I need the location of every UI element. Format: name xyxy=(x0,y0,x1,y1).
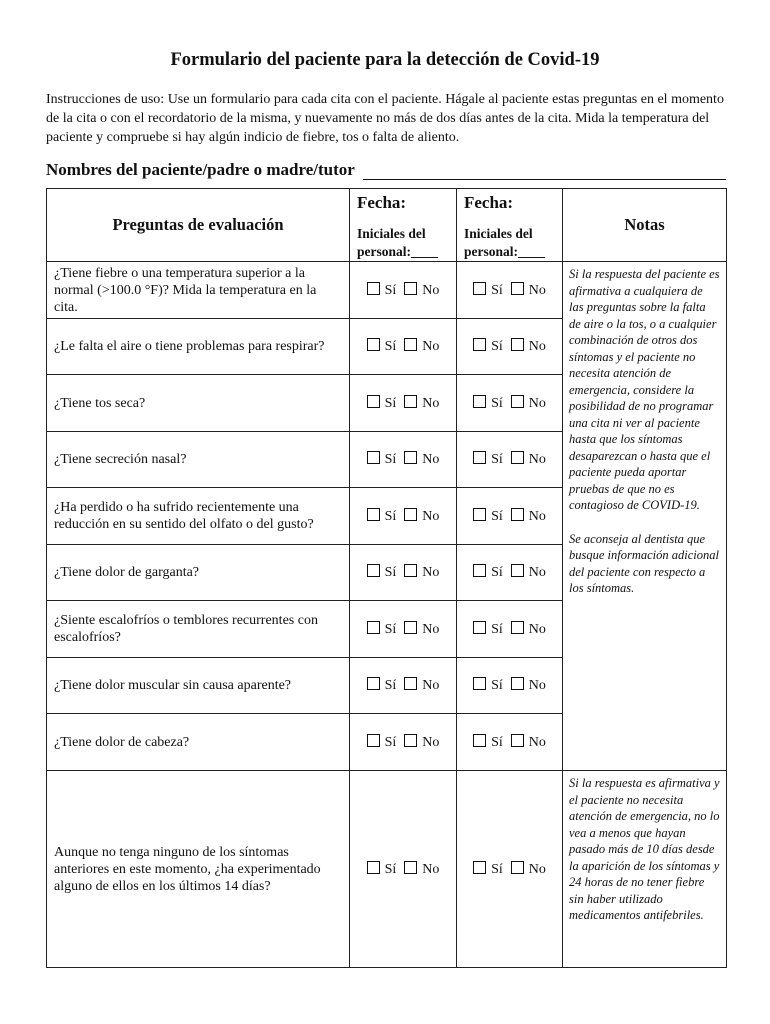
answer-cell-date-1 xyxy=(350,488,457,545)
yes-checkbox[interactable] xyxy=(473,677,486,690)
no-checkbox[interactable] xyxy=(511,677,524,690)
yes-checkbox[interactable] xyxy=(367,861,380,874)
answer-cell-date-2 xyxy=(457,658,563,714)
yes-checkbox[interactable] xyxy=(367,734,380,747)
yes-label: Sí xyxy=(384,452,397,467)
no-checkbox[interactable] xyxy=(511,861,524,874)
question-text: ¿Tiene secreción nasal? xyxy=(47,432,350,488)
header-notes: Notas xyxy=(563,189,727,262)
answer-cell-date-2 xyxy=(457,771,563,968)
yes-checkbox[interactable] xyxy=(367,282,380,295)
table-header-row xyxy=(47,189,727,262)
yes-checkbox[interactable] xyxy=(367,508,380,521)
no-checkbox[interactable] xyxy=(511,282,524,295)
answer-cell-date-1 xyxy=(350,714,457,771)
answer-cell-date-1 xyxy=(350,375,457,432)
no-checkbox[interactable] xyxy=(404,395,417,408)
yes-label: Sí xyxy=(491,508,503,524)
answer-cell-date-2 xyxy=(457,375,563,432)
question-text: ¿Le falta el aire o tiene problemas para respirar? xyxy=(47,319,350,375)
yes-label: Sí xyxy=(384,565,397,580)
table-row xyxy=(47,262,727,319)
no-label: No xyxy=(528,621,546,637)
no-checkbox[interactable] xyxy=(404,861,417,874)
no-checkbox[interactable] xyxy=(404,734,417,747)
yes-checkbox[interactable] xyxy=(473,734,486,747)
yes-label: Sí xyxy=(491,339,503,354)
answer-cell-date-2 xyxy=(457,545,563,601)
answer-cell-date-1 xyxy=(350,432,457,488)
no-checkbox[interactable] xyxy=(511,395,524,408)
answer-cell-date-2 xyxy=(457,319,563,375)
no-label: No xyxy=(422,508,440,524)
no-checkbox[interactable] xyxy=(511,564,524,577)
yes-checkbox[interactable] xyxy=(473,451,486,464)
yes-checkbox[interactable] xyxy=(473,338,486,351)
answer-cell-date-1 xyxy=(350,319,457,375)
no-label: No xyxy=(528,395,546,411)
no-label: No xyxy=(422,452,440,467)
no-label: No xyxy=(422,678,440,693)
no-checkbox[interactable] xyxy=(511,734,524,747)
date-label-1: Fecha: xyxy=(357,193,407,212)
yes-checkbox[interactable] xyxy=(367,338,380,351)
answer-cell-date-2 xyxy=(457,262,563,319)
question-text: ¿Siente escalofríos o temblores recurrentes con escalofríos? xyxy=(47,601,350,658)
yes-checkbox[interactable] xyxy=(367,621,380,634)
yes-label: Sí xyxy=(491,621,503,637)
no-label: No xyxy=(528,861,546,877)
answer-cell-date-1 xyxy=(350,262,457,319)
notes-cell-recent-symptoms xyxy=(563,771,727,968)
patient-name-field xyxy=(46,160,726,180)
yes-checkbox[interactable] xyxy=(367,677,380,690)
yes-label: Sí xyxy=(491,678,503,693)
answer-cell-date-2 xyxy=(457,601,563,658)
patient-name-label: Nombres del paciente/padre o madre/tutor xyxy=(46,160,355,179)
header-questions: Preguntas de evaluación xyxy=(47,189,350,262)
yes-label: Sí xyxy=(491,734,503,750)
no-checkbox[interactable] xyxy=(511,451,524,464)
notes-text-1: Si la respuesta del paciente es afirmativa a cualquiera de las preguntas sobre la falta de aire o la tos, o a cualquier combinación de otros dos síntomas y el paciente no necesita atención de emergencia, considere la posibilidad de no programar una cita ni ver al paciente hasta que los síntomas desaparezcan o hasta que el paciente pueda aportar pruebas de que no es contagioso de COVID-19. xyxy=(569,267,720,512)
no-checkbox[interactable] xyxy=(404,621,417,634)
screening-table xyxy=(46,188,727,968)
date-label-2: Fecha: xyxy=(464,193,514,212)
no-label: No xyxy=(528,508,546,524)
answer-cell-date-2 xyxy=(457,488,563,545)
yes-checkbox[interactable] xyxy=(473,282,486,295)
yes-checkbox[interactable] xyxy=(473,395,486,408)
question-text: ¿Tiene dolor muscular sin causa aparente? xyxy=(47,658,350,714)
no-checkbox[interactable] xyxy=(511,508,524,521)
yes-label: Sí xyxy=(384,339,397,354)
no-label: No xyxy=(422,861,440,877)
yes-checkbox[interactable] xyxy=(473,564,486,577)
yes-label: Sí xyxy=(384,395,397,411)
no-checkbox[interactable] xyxy=(511,338,524,351)
answer-cell-date-1 xyxy=(350,545,457,601)
answer-cell-date-1 xyxy=(350,658,457,714)
no-label: No xyxy=(422,395,440,411)
question-text: ¿Ha perdido o ha sufrido recientemente una reducción en su sentido del olfato o del gusto? xyxy=(47,488,350,545)
notes-cell-general xyxy=(563,262,727,771)
yes-checkbox[interactable] xyxy=(367,395,380,408)
no-checkbox[interactable] xyxy=(404,451,417,464)
notes-text-3: Si la respuesta es afirmativa y el paciente no necesita atención de emergencia, no lo vea a menos que hayan pasado más de 10 días desde la aparición de los síntomas y 24 horas de no tener fiebre sin haber utilizado medicamentos antifebriles. xyxy=(569,776,720,922)
table-row xyxy=(47,771,727,968)
answer-cell-date-1 xyxy=(350,601,457,658)
no-checkbox[interactable] xyxy=(404,282,417,295)
no-label: No xyxy=(528,282,546,298)
no-label: No xyxy=(422,621,440,637)
yes-label: Sí xyxy=(491,282,503,298)
yes-label: Sí xyxy=(491,452,503,467)
yes-checkbox[interactable] xyxy=(473,508,486,521)
no-checkbox[interactable] xyxy=(404,564,417,577)
answer-cell-date-2 xyxy=(457,714,563,771)
no-label: No xyxy=(528,565,546,580)
yes-label: Sí xyxy=(384,861,397,877)
yes-label: Sí xyxy=(491,395,503,411)
no-label: No xyxy=(422,734,440,750)
no-label: No xyxy=(422,339,440,354)
yes-label: Sí xyxy=(384,508,397,524)
question-text: ¿Tiene dolor de cabeza? xyxy=(47,714,350,771)
no-label: No xyxy=(528,678,546,693)
no-checkbox[interactable] xyxy=(404,508,417,521)
no-label: No xyxy=(528,339,546,354)
no-checkbox[interactable] xyxy=(511,621,524,634)
yes-label: Sí xyxy=(384,621,397,637)
notes-text-2: Se aconseja al dentista que busque información adicional del paciente con respecto a los síntomas. xyxy=(569,531,719,595)
instructions-text: Instrucciones de uso: Use un formulario para cada cita con el paciente. Hágale al paciente estas preguntas en el momento de la cita o con el recordatorio de la misma, y nuevamente no más de dos días antes de la cita. Mida la temperatura del paciente y compruebe si hay algún indicio de fiebre, tos o falta de aliento. xyxy=(46,92,724,145)
no-label: No xyxy=(528,452,546,467)
no-label: No xyxy=(422,565,440,580)
no-checkbox[interactable] xyxy=(404,677,417,690)
staff-initials-label-1: Iniciales del personal:____ xyxy=(357,226,438,259)
yes-checkbox[interactable] xyxy=(367,451,380,464)
yes-label: Sí xyxy=(491,565,503,580)
header-date-2 xyxy=(457,189,563,262)
yes-label: Sí xyxy=(384,282,397,298)
staff-initials-label-2: Iniciales del personal:____ xyxy=(464,226,545,259)
yes-checkbox[interactable] xyxy=(367,564,380,577)
no-label: No xyxy=(422,282,440,298)
no-label: No xyxy=(528,734,546,750)
yes-checkbox[interactable] xyxy=(473,861,486,874)
header-date-1 xyxy=(350,189,457,262)
question-text: Aunque no tenga ninguno de los síntomas anteriores en este momento, ¿ha experimentado alguno de ellos en los últimos 14 días? xyxy=(47,771,350,968)
yes-label: Sí xyxy=(384,734,397,750)
no-checkbox[interactable] xyxy=(404,338,417,351)
yes-checkbox[interactable] xyxy=(473,621,486,634)
question-text: ¿Tiene tos seca? xyxy=(47,375,350,432)
yes-label: Sí xyxy=(491,861,503,877)
answer-cell-date-1 xyxy=(350,771,457,968)
question-text: ¿Tiene dolor de garganta? xyxy=(47,545,350,601)
page-title: Formulario del paciente para la detección de Covid-19 xyxy=(170,50,600,70)
question-text: ¿Tiene fiebre o una temperatura superior a la normal (>100.0 °F)? Mida la temperatura en la cita. xyxy=(47,262,350,319)
patient-name-blank[interactable] xyxy=(363,165,726,180)
yes-label: Sí xyxy=(384,678,397,693)
answer-cell-date-2 xyxy=(457,432,563,488)
